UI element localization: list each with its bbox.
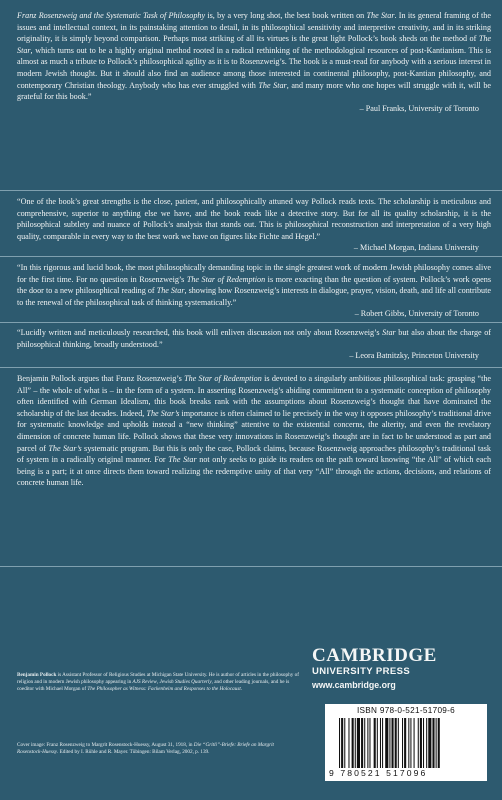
barcode-bars-icon <box>339 718 475 768</box>
divider <box>0 190 502 191</box>
blurb-attribution: – Michael Morgan, Indiana University <box>353 243 479 253</box>
author-bio: Benjamin Pollock is Assistant Professor of Religious Studies at Michigan State University. He is author of articles in the philosophy of religion and in modern Jewish philosophy appearing in AJS Review, Jewish Studies Quarterly, and other leading journals, and he is coeditor with Michael Morgan of The Philosopher as Witness: Fackenheim and Responses to the Holocaust. <box>17 672 299 693</box>
isbn-label: ISBN 978-0-521-51709-6 <box>356 706 456 715</box>
divider <box>0 367 502 368</box>
blurb-attribution: – Paul Franks, University of Toronto <box>359 103 479 113</box>
blurb-text: “One of the book’s great strengths is the close, patient, and philosophically attuned way Pollock reads texts. The scholarship is meticulous and comprehensive, superior to anything else we have, and the book reads like a detective story. But for all its quality scholarship, it is the philosophical subtlety and nuance of Pollock’s analysis that stands out. This is philosophical reconstruction and interpretation of a very high quality, comparable in every way to the best work we have on figures like Fichte and Hegel.” <box>17 197 491 241</box>
barcode <box>325 704 487 781</box>
blurb-text: Franz Rosenzweig and the Systematic Task of Philosophy is, by a very long shot, the best book written on The Star. In its general framing of the issues and intellectual context, in its painstaking attention to detail, in its philosophical sensitivity and interpretive creativity, and in its striking originality, it is simply beyond comparison. Perhaps most striking of all its virtues is the great light Pollock’s book sheds on the method of The Star, which turns out to be a highly original method rooted in a radical rethinking of the methodological resources of post-Kantianism. This is almost as much a tribute to Pollock’s philosophical agility as it is to Rosenzweig’s. The book is a must-read for anybody with a serious interest in modern Jewish thought. But it should also find an audience among those interested in continental philosophy, post-Kantian philosophy, and contemporary Christian theology. Anybody who has ever struggled with The Star, and many more who one hopes will struggle with it, will be grateful for this book.” <box>17 11 491 102</box>
blurb-batnitzky <box>17 327 491 362</box>
divider <box>0 256 502 257</box>
blurb-attribution: – Leora Batnitzky, Princeton University <box>349 351 479 361</box>
blurb-morgan <box>17 196 491 254</box>
blurb-text: “In this rigorous and lucid book, the most philosophically demanding topic in the single greatest work of modern Jewish philosophy comes alive for the first time. For no question in Rosenzweig’s The Star of Redemption is more exacting than the question of system. Pollock’s work opens the door to a new philosophical reading of The Star, showing how Rosenzweig’s interests in dialogue, prayer, vision, death, and life all contribute to the renewal of the philosophical task of thinking systematically.” <box>17 263 491 307</box>
blurb-franks <box>17 10 491 114</box>
blurb-gibbs <box>17 262 491 320</box>
publisher-url: www.cambridge.org <box>312 680 396 690</box>
blurb-attribution: – Robert Gibbs, University of Toronto <box>354 309 479 319</box>
divider <box>0 322 502 323</box>
divider <box>0 566 502 567</box>
synopsis: Benjamin Pollock argues that Franz Rosenzweig’s The Star of Redemption is devoted to a singularly ambitious philosophical task: grasping “the All” – the whole of what is – in the form of a system. In asserting Rosenzweig’s abiding commitment to a systematic conception of philosophy often identified with German Idealism, this book breaks rank with the assumptions about Rosenzweig’s thought that have dominated the scholarship of the last decades. Indeed, The Star’s importance is often claimed to lie precisely in the way it opposes philosophy’s traditional drive for systematic knowledge and upholds instead a “new thinking” attentive to the existential concerns, the alterity, and even the revelatory dimension of concrete human life. Pollock shows that these very innovations in Rosenzweig’s thought are in fact to be understood as part and parcel of The Star’s systematic program. But this is only the case, Pollock claims, because Rosenzweig approaches philosophy’s traditional task of system in a radically original manner. For The Star not only seeks to guide its readers on the path toward knowing “the All” of which each being is a part; it at once directs them toward realizing the redemptive unity of that very “All” through the actions, decisions, and relations of concrete human life. <box>17 374 492 488</box>
ean-number: 9 780521 517096 <box>329 768 428 778</box>
publisher-logo <box>312 646 492 692</box>
blurb-text: “Lucidly written and meticulously researched, this book will enliven discussion not only about Rosenzweig’s Star but also about the charge of philosophical thinking, broadly understood.” <box>17 328 491 349</box>
cover-credit: Cover image: Franz Rosenzweig to Margrit Rosenstock-Huessy, August 31, 1918, in Die “Gritli”-Briefe: Briefe an Margrit Rosenstock-Huessy. Edited by I. Rühle and R. Mayer. Tübingen: Bilam Verlag, 2002, p. 139. <box>17 742 275 756</box>
publisher-name: CAMBRIDGE <box>312 645 437 666</box>
publisher-subtitle: UNIVERSITY PRESS <box>312 666 411 677</box>
